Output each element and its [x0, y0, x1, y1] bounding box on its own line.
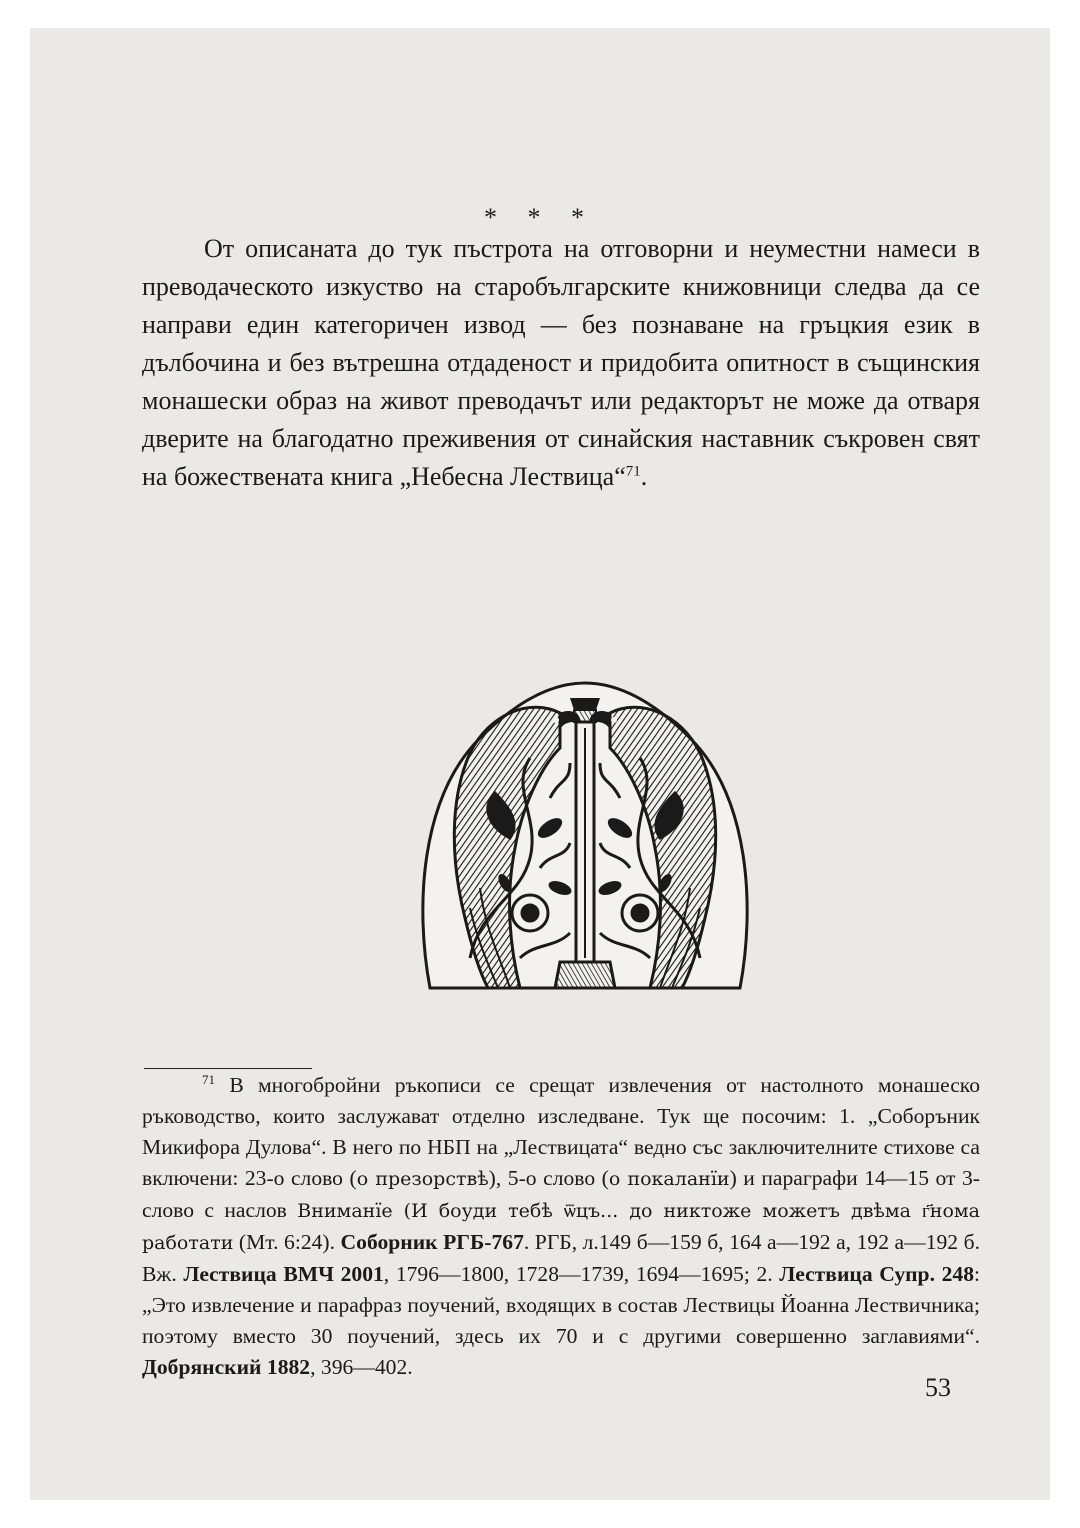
- footnote-text: , 1796—1800, 1728—1739, 1694—1695; 2.: [383, 1262, 780, 1286]
- source-reference: Лествица Супр. 248: [779, 1262, 974, 1286]
- footnote-paragraph: [142, 1070, 980, 1383]
- source-reference: Соборник РГБ-767: [340, 1230, 524, 1254]
- footnote-text: . РГБ, л.149 б—159 б, 164 а—192 а, 192 а—192 б. Вж.: [142, 1230, 980, 1286]
- book-page: [30, 28, 1050, 1500]
- footnote-text: ) и параграфи 14—15 от 3-слово с наслов: [142, 1166, 980, 1222]
- church-slavonic-text: о покаланїи: [608, 1168, 730, 1190]
- footnote-separator: [144, 1068, 312, 1069]
- footnote-reference: 71: [625, 463, 641, 480]
- footnote-text: , 396—402.: [310, 1355, 413, 1379]
- source-reference: Добрянский 1882: [142, 1355, 311, 1379]
- footnote-text: В многобройни ръкописи се срещат извлечения от настолното монашеско ръководство, които заслужават отделно изследване. Тук ще посочим: 1. „Соборъник Микифора Дулова“. В него по НБП на „Лествицата“ ведно със заключителните стихове са включени: 23-о слово (: [142, 1073, 980, 1190]
- footnote-text: : „Это извлечение и парафраз поучений, входящих в состав Лествицы Йоанна Лествичника; поэтому вместо 30 поучений, здесь их 70 и с другими совершенно заглавиями“.: [142, 1262, 980, 1348]
- church-slavonic-text: Вниманїе (И боуди тебѣ ѿцъ... до никтоже можетъ двѣма г҃нома работати: [142, 1200, 980, 1254]
- section-divider-stars: * * *: [484, 203, 596, 232]
- main-paragraph-end: .: [640, 462, 648, 491]
- source-reference: Лествица ВМЧ 2001: [183, 1262, 384, 1286]
- footnote-text: ), 5-о слово (: [488, 1166, 609, 1190]
- footnote-text: (Мт. 6:24).: [233, 1230, 341, 1254]
- main-paragraph: [142, 230, 980, 496]
- church-slavonic-text: о презорствѣ: [356, 1168, 489, 1190]
- page-number: 53: [925, 1373, 951, 1402]
- footnote: [142, 1070, 980, 1383]
- main-paragraph-text: От описаната до тук пъстрота на отговорни и неуместни намеси в преводаческото изкуство на старобългарските книжовници следва да се направи един категоричен извод — без познаване на гръцкия език в дълбочина и без вътрешна отдаденост и придобита опитност в същинския монашески образ на живот преводачът или редакторът не може да отваря дверите на благодатно преживения от синайския наставник съкровен свят на божествената книга „Небесна Лествица“: [142, 234, 980, 491]
- ornament-birds-vignette: [410, 658, 760, 993]
- footnote-number: 71: [202, 1071, 215, 1087]
